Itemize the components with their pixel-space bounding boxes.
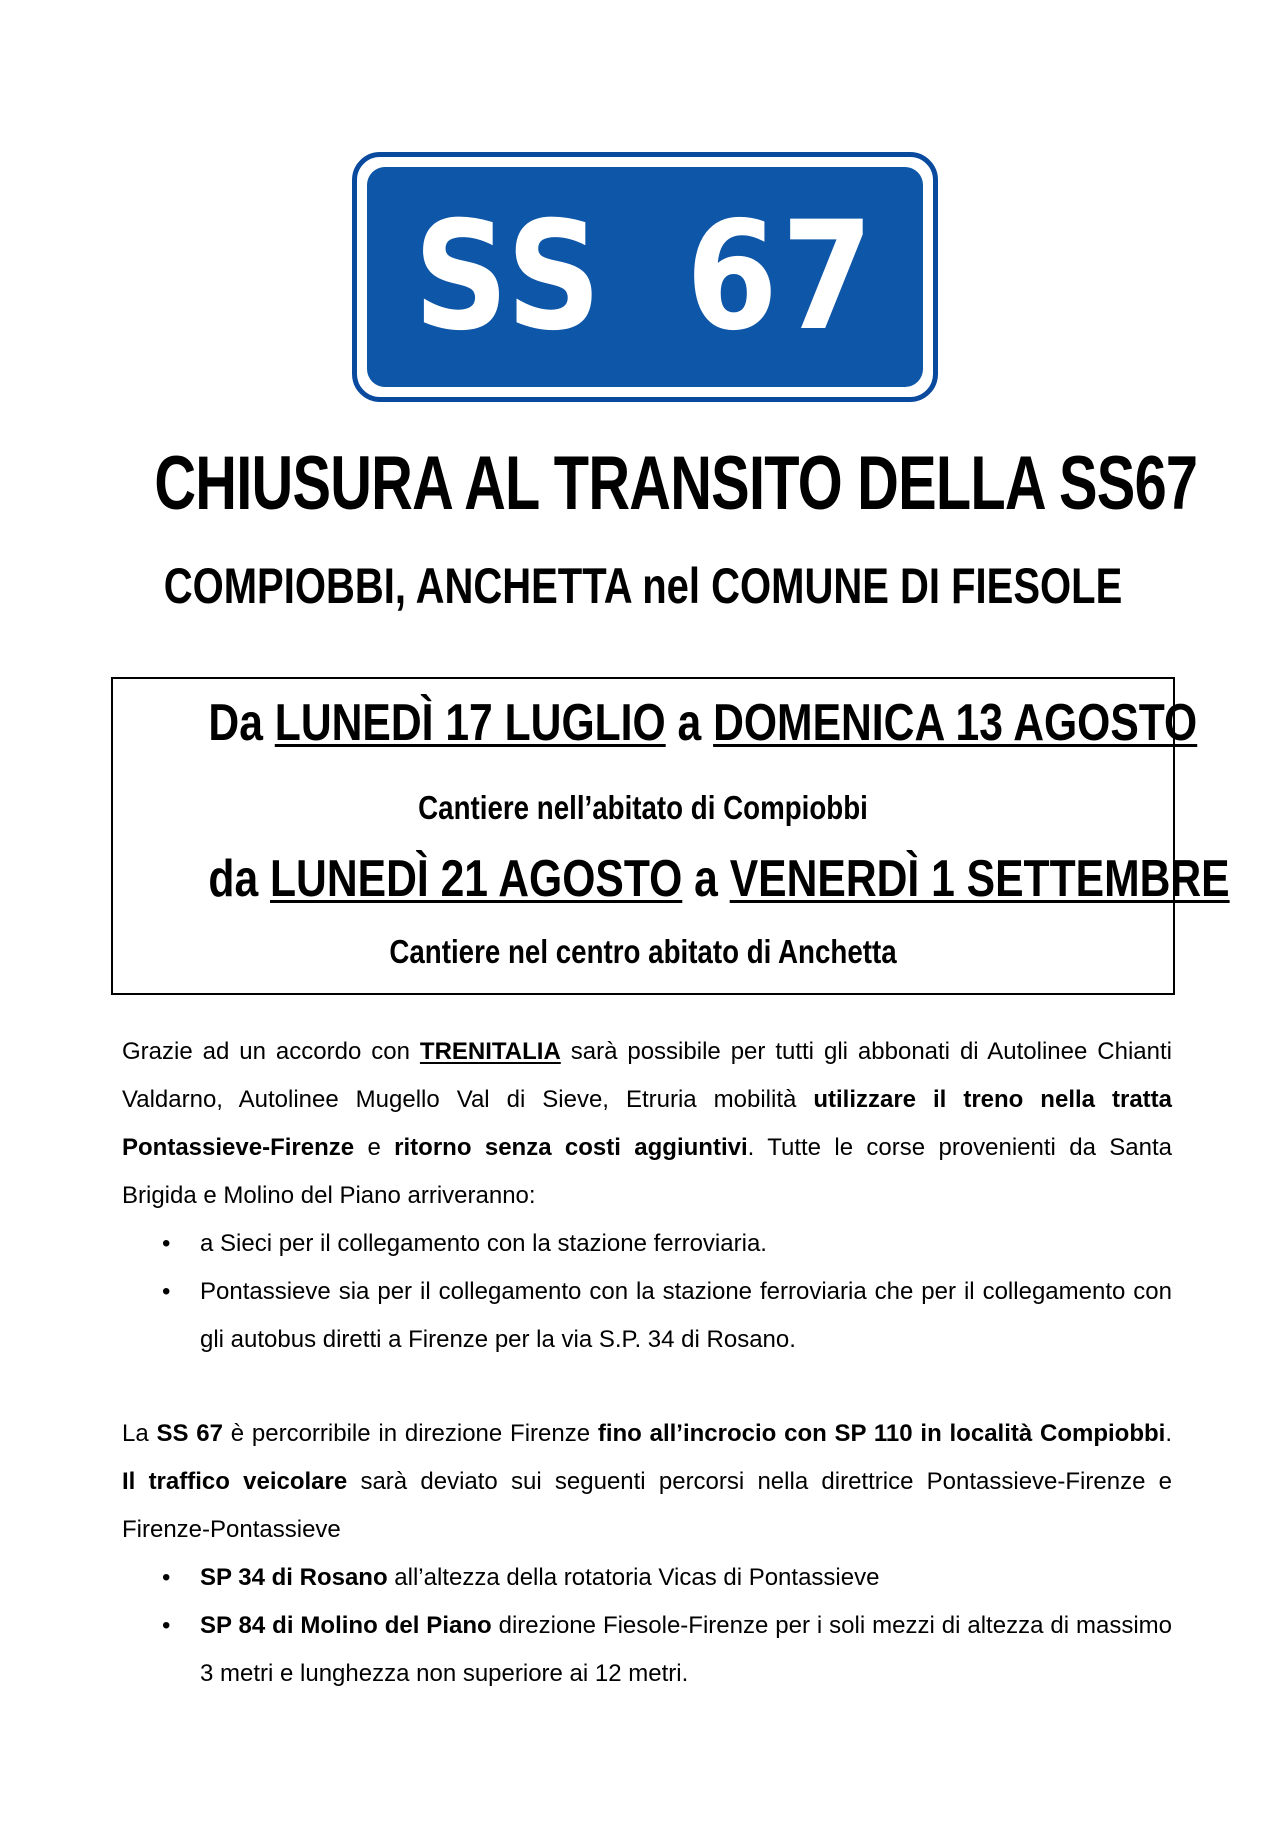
period-2-end: VENERDÌ 1 SETTEMBRE bbox=[729, 850, 1230, 908]
site-1: Cantiere nell’abitato di Compiobbi bbox=[418, 789, 868, 826]
period-2 bbox=[208, 849, 1230, 909]
list-item: • SP 34 di Rosano all’altezza della rotatoria Vicas di Pontassieve bbox=[200, 1554, 1172, 1602]
period-1-prefix: Da bbox=[208, 694, 263, 752]
bus-destinations-list bbox=[122, 1220, 1172, 1364]
period-1-start: LUNEDÌ 17 LUGLIO bbox=[274, 694, 666, 752]
site-2: Cantiere nel centro abitato di Anchetta bbox=[389, 933, 897, 970]
paragraph-train-agreement bbox=[122, 1028, 1172, 1364]
closure-dates-box bbox=[111, 677, 1230, 995]
list-item: • a Sieci per il collegamento con la stazione ferroviaria. bbox=[200, 1220, 1172, 1268]
period-1 bbox=[208, 693, 1198, 753]
period-2-conj: a bbox=[694, 850, 718, 908]
ss67-road-sign bbox=[352, 152, 938, 402]
detour-routes-list bbox=[122, 1554, 1172, 1698]
period-2-prefix: da bbox=[208, 850, 259, 908]
page-subtitle: COMPIOBBI, ANCHETTA nel COMUNE DI FIESOLE bbox=[163, 558, 1123, 614]
sign-label: SS 67 bbox=[413, 190, 877, 364]
period-1-conj: a bbox=[677, 694, 702, 752]
list-item: • Pontassieve sia per il collegamento con la stazione ferroviaria che per il collegamento con gli autobus diretti a Firenze per la via S.P. 34 di Rosano. bbox=[200, 1268, 1172, 1364]
paragraph-1-text: Grazie ad un accordo con TRENITALIA sarà possibile per tutti gli abbonati di Autolinee Chianti Valdarno, Autolinee Mugello Val di Sieve, Etruria mobilità utilizzare il treno nella tratta Pontassieve-Firenze e ritorno senza costi aggiuntivi. Tutte le corse provenienti da Santa Brigida e Molino del Piano arriveranno: bbox=[122, 1038, 1173, 1209]
period-1-end: DOMENICA 13 AGOSTO bbox=[713, 694, 1198, 752]
trenitalia-name: TRENITALIA bbox=[419, 1038, 561, 1065]
page-title: CHIUSURA AL TRANSITO DELLA SS67 bbox=[154, 441, 1198, 526]
list-item: • SP 84 di Molino del Piano direzione Fiesole-Firenze per i soli mezzi di altezza di massimo 3 metri e lunghezza non superiore ai 12 metri. bbox=[200, 1602, 1172, 1698]
paragraph-2-text: La SS 67 è percorribile in direzione Firenze fino all’incrocio con SP 110 in località Compiobbi. Il traffico veicolare sarà deviato sui seguenti percorsi nella direttrice Pontassieve-Firenze e Firenze-Pontassieve bbox=[122, 1420, 1172, 1543]
sign-panel bbox=[367, 167, 923, 387]
period-2-start: LUNEDÌ 21 AGOSTO bbox=[270, 850, 683, 908]
paragraph-detour bbox=[122, 1410, 1172, 1698]
